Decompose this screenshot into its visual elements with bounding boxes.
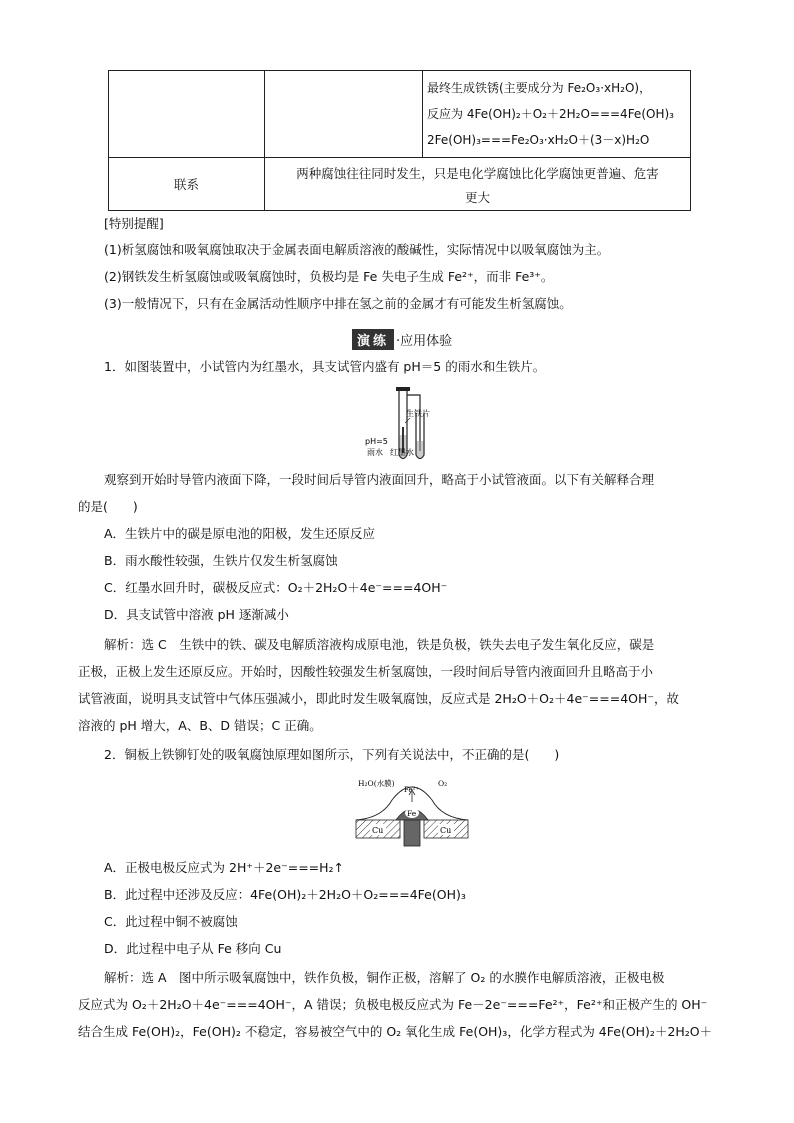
- q2-stem: 2．铜板上铁铆钉处的吸氧腐蚀原理如图所示，下列有关说法中，不正确的是( ): [104, 747, 560, 762]
- q2-figure: [352, 770, 472, 850]
- label-fe: Fe: [407, 809, 417, 818]
- q2-option-d: D．此过程中电子从 Fe 移向 Cu: [104, 941, 282, 956]
- row-label-lianxi: 联系: [109, 158, 265, 211]
- comparison-table: [108, 70, 691, 211]
- section-title: ·应用体验: [396, 333, 453, 349]
- q2-option-c: C．此过程中铜不被腐蚀: [104, 914, 238, 929]
- table-cell: [265, 158, 691, 211]
- section-header: [352, 328, 452, 350]
- table-cell: [265, 71, 423, 158]
- rust-line-3: 2Fe(OH)₃===Fe₂O₃·xH₂O＋(3－x)H₂O: [427, 133, 650, 147]
- label-cu-left: Cu: [372, 826, 384, 835]
- q2-answer-2: 反应式为 O₂＋2H₂O＋4e⁻===4OH⁻，A 错误；负极电极反应式为 Fe－2e⁻===Fe²⁺，Fe²⁺和正极产生的 OH⁻: [78, 997, 708, 1012]
- label-iron: 生铁片: [406, 409, 430, 418]
- q2-option-b: B．此过程中还涉及反应：4Fe(OH)₂＋2H₂O＋O₂===4Fe(OH)₃: [104, 887, 466, 902]
- q2-answer-1: 解析：选 A 图中所示吸氧腐蚀中，铁作负极，铜作正极，溶解了 O₂ 的水膜作电解质溶液，正极电极: [104, 970, 665, 985]
- tip-item-2: (2)钢铁发生析氢腐蚀或吸氧腐蚀时，负极均是 Fe 失电子生成 Fe²⁺，而非 Fe³⁺。: [104, 269, 554, 284]
- q2-option-a: A．正极电极反应式为 2H⁺＋2e⁻===H₂↑: [104, 860, 345, 875]
- label-rain: 雨水: [367, 448, 383, 457]
- q1-figure: [362, 383, 434, 465]
- q1-answer-4: 溶液的 pH 增大，A、B、D 错误；C 正确。: [78, 718, 322, 733]
- label-ink: 红墨水: [390, 448, 414, 457]
- table-row: [109, 158, 691, 211]
- rust-line-2: 反应为 4Fe(OH)₂＋O₂＋2H₂O===4Fe(OH)₃: [427, 107, 674, 121]
- q1-option-d: D．具支试管中溶液 pH 逐渐减小: [104, 607, 289, 622]
- q1-observation-2: 的是( ): [78, 499, 138, 514]
- q1-option-a: A．生铁片中的碳是原电池的阳极，发生还原反应: [104, 526, 376, 541]
- tips-heading: [特别提醒]: [104, 216, 164, 231]
- label-water-film: H₂O(水膜): [358, 779, 395, 788]
- label-ph: pH=5: [365, 437, 388, 446]
- relation-line-2: 更大: [464, 190, 490, 205]
- q1-answer-3: 试管液面，说明具支试管中气体压强减小，即此时发生吸氧腐蚀，反应式是 2H₂O＋O₂＋4e⁻===4OH⁻，故: [78, 691, 679, 706]
- q1-answer-1: 解析：选 C 生铁中的铁、碳及电解质溶液构成原电池，铁是负极，铁失去电子发生氧化反应，碳是: [104, 637, 655, 652]
- q1-observation-1: 观察到开始时导管内液面下降，一段时间后导管内液面回升，略高于小试管液面。以下有关解释合理: [104, 472, 655, 487]
- tip-item-1: (1)析氢腐蚀和吸氧腐蚀取决于金属表面电解质溶液的酸碱性，实际情况中以吸氧腐蚀为主。: [104, 242, 610, 257]
- q1-stem: 1．如图装置中，小试管内为红墨水，具支试管内盛有 pH＝5 的雨水和生铁片。: [104, 359, 546, 374]
- q2-answer-3: 结合生成 Fe(OH)₂，Fe(OH)₂ 不稳定，容易被空气中的 O₂ 氧化生成 Fe(OH)₃，化学方程式为 4Fe(OH)₂＋2H₂O＋: [78, 1024, 713, 1039]
- label-o2: O₂: [438, 779, 448, 788]
- q1-option-b: B．雨水酸性较强，生铁片仅发生析氢腐蚀: [104, 553, 338, 568]
- label-fe2: Fe²⁺: [404, 786, 420, 794]
- table-cell: [423, 71, 691, 158]
- q1-answer-2: 正极，正极上发生还原反应。开始时，因酸性较强发生析氢腐蚀，一段时间后导管内液面回升且略高于小: [78, 664, 654, 679]
- table-cell: [109, 71, 265, 158]
- tip-item-3: (3)一般情况下，只有在金属活动性顺序中排在氢之前的金属才有可能发生析氢腐蚀。: [104, 296, 572, 311]
- section-box: 演练: [352, 329, 394, 350]
- rust-line-1: 最终生成铁锈(主要成分为 Fe₂O₃·xH₂O)，: [427, 81, 652, 95]
- label-cu-right: Cu: [440, 826, 452, 835]
- relation-line-1: 两种腐蚀往往同时发生，只是电化学腐蚀比化学腐蚀更普遍、危害: [296, 166, 659, 181]
- table-row: [109, 71, 691, 158]
- q1-option-c: C．红墨水回升时，碳极反应式：O₂＋2H₂O＋4e⁻===4OH⁻: [104, 580, 448, 595]
